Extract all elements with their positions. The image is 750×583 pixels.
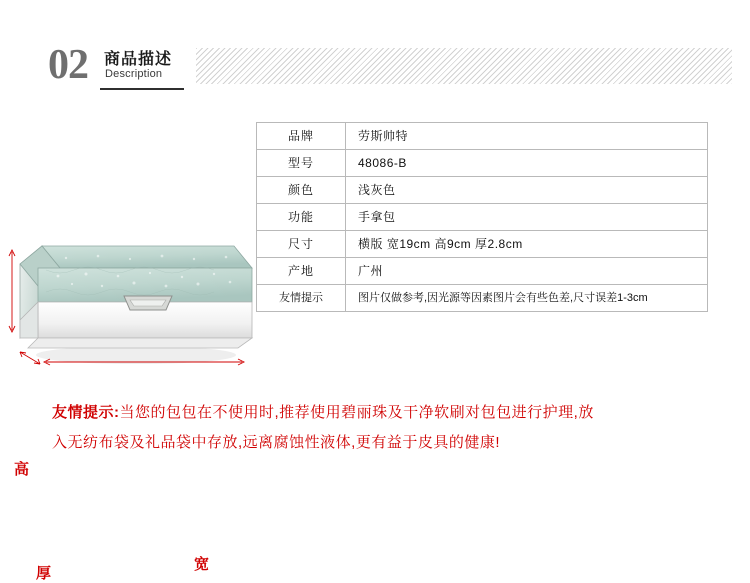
spec-value: 横版 宽19cm 高9cm 厚2.8cm <box>346 231 708 258</box>
spec-value: 48086-B <box>346 150 708 177</box>
spec-label: 品牌 <box>257 123 346 150</box>
care-tip-line1: 当您的包包在不使用时,推荐使用碧丽珠及干净软刷对包包进行护理,放 <box>119 404 594 421</box>
table-row <box>257 231 708 258</box>
clutch-bag-drawing <box>6 212 256 382</box>
section-title-cn: 商品描述 <box>104 51 173 68</box>
care-tip-title: 友情提示: <box>52 404 120 421</box>
table-row <box>257 177 708 204</box>
spec-value: 浅灰色 <box>346 177 708 204</box>
section-number: 02 <box>48 42 88 88</box>
spec-value: 广州 <box>346 258 708 285</box>
spec-label: 友情提示 <box>257 285 346 312</box>
care-tip-line2: 入无纺布袋及礼品袋中存放,远离腐蚀性液体,更有益于皮具的健康! <box>52 434 501 451</box>
spec-label: 颜色 <box>257 177 346 204</box>
table-row <box>257 123 708 150</box>
table-row <box>257 150 708 177</box>
section-header <box>0 22 750 88</box>
care-tip-block <box>52 398 712 458</box>
spec-label: 型号 <box>257 150 346 177</box>
table-row <box>257 258 708 285</box>
spec-value: 图片仅做参考,因光源等因素图片会有些色差,尺寸误差1-3cm <box>346 285 708 312</box>
table-row <box>257 285 708 312</box>
spec-value: 劳斯帅特 <box>346 123 708 150</box>
table-row <box>257 204 708 231</box>
header-underline <box>100 88 184 90</box>
product-spec-table <box>256 122 708 312</box>
section-title-en: Description <box>105 68 163 80</box>
spec-label: 尺寸 <box>257 231 346 258</box>
spec-value: 手拿包 <box>346 204 708 231</box>
spec-label: 功能 <box>257 204 346 231</box>
dimension-label-width: 宽 <box>194 556 210 573</box>
header-hatch-pattern <box>196 48 732 84</box>
dimension-label-thickness: 厚 <box>36 565 52 582</box>
dimension-label-height: 高 <box>14 461 30 478</box>
spec-label: 产地 <box>257 258 346 285</box>
